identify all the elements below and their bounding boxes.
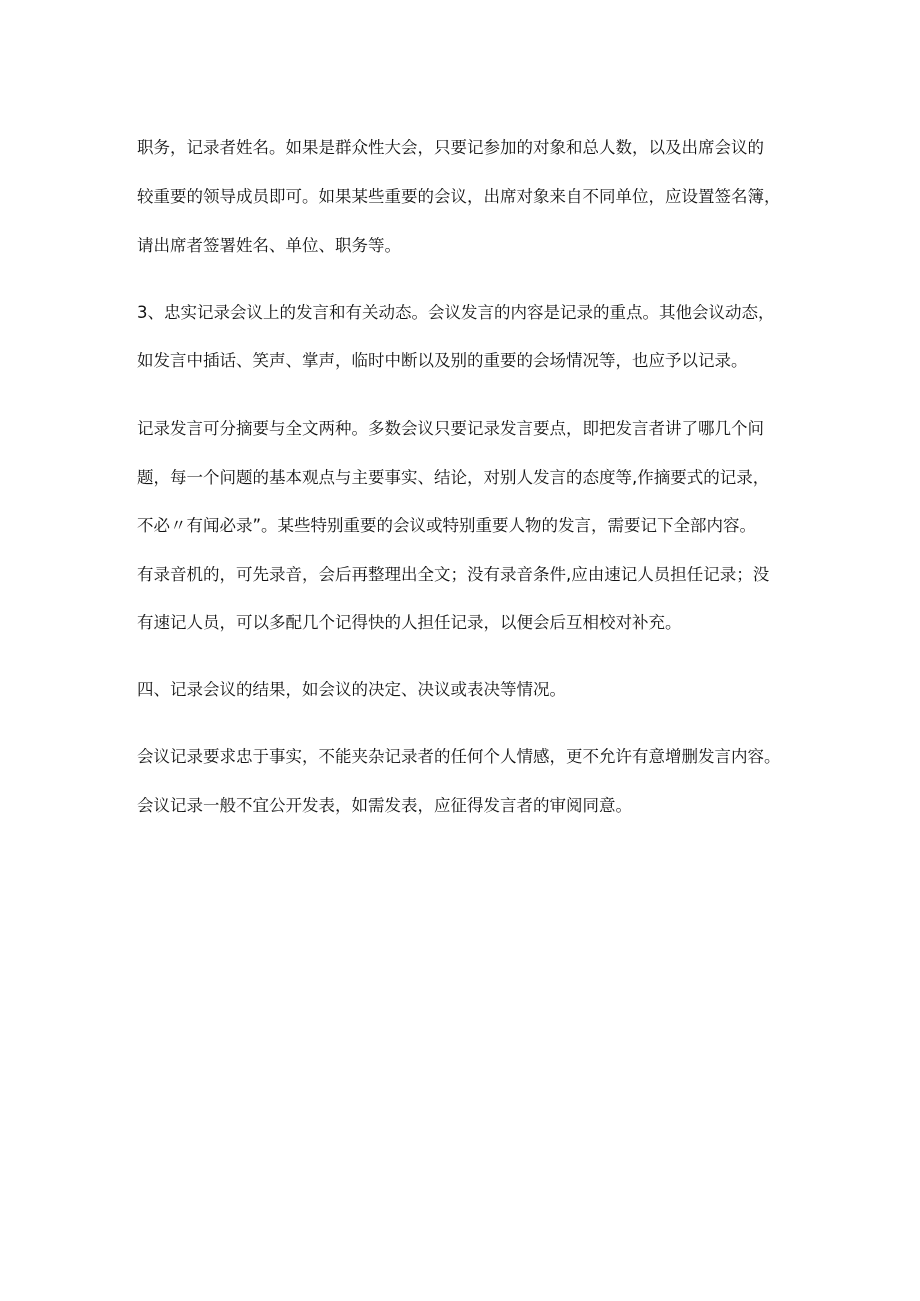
paragraph-4-line-1: 四、记录会议的结果，如会议的决定、决议或表决等情况。 bbox=[137, 680, 566, 699]
paragraph-3-line-2: 题，每一个问题的基本观点与主要事实、结论，对别人发言的态度等,作摘要式的记录， bbox=[137, 468, 770, 487]
paragraph-3-line-4: 有录音机的，可先录音，会后再整理出全文；没有录音条件,应由速记人员担任记录；没 bbox=[137, 565, 770, 584]
paragraph-1-line-3: 请出席者签署姓名、单位、职务等。 bbox=[137, 236, 401, 255]
paragraph-5-line-2: 会议记录一般不宜公开发表，如需发表，应征得发言者的审阅同意。 bbox=[137, 796, 632, 815]
paragraph-3-line-3: 不必〃有闻必录”。某些特别重要的会议或特别重要人物的发言，需要记下全部内容。 bbox=[137, 516, 757, 535]
paragraph-2-line-1: 3、忠实记录会议上的发言和有关动态。会议发言的内容是记录的重点。其他会议动态， bbox=[137, 303, 775, 322]
paragraph-2-line-2: 如发言中插话、笑声、掌声，临时中断以及别的重要的会场情况等，也应予以记录。 bbox=[137, 351, 748, 370]
paragraph-1-line-2: 较重要的领导成员即可。如果某些重要的会议，出席对象来自不同单位，应设置签名簿， bbox=[137, 187, 781, 206]
paragraph-5-line-1: 会议记录要求忠于事实，不能夹杂记录者的任何个人情感，更不允许有意增删发言内容。 bbox=[137, 747, 781, 766]
paragraph-3-line-1: 记录发言可分摘要与全文两种。多数会议只要记录发言要点，即把发言者讲了哪几个问 bbox=[137, 419, 764, 438]
paragraph-3-line-5: 有速记人员，可以多配几个记得快的人担任记录，以便会后互相校对补充。 bbox=[137, 613, 682, 632]
paragraph-1-line-1: 职务，记录者姓名。如果是群众性大会，只要记参加的对象和总人数，以及出席会议的 bbox=[137, 138, 764, 157]
